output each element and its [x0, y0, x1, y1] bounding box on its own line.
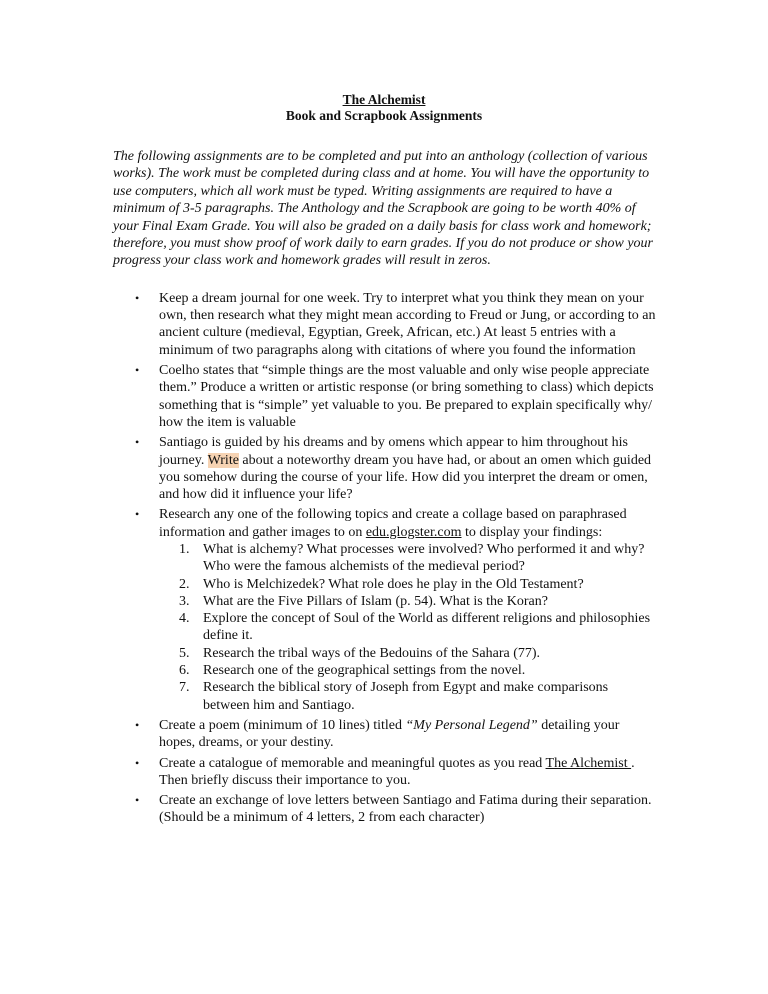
- topic-text: Who is Melchizedek? What role does he play in the Old Testament?: [203, 576, 584, 592]
- topic-number: 5.: [179, 645, 190, 661]
- topic-number: 4.: [179, 611, 190, 627]
- assignment-text: Create a poem (minimum of 10 lines) titled: [159, 717, 406, 733]
- title-block: [0, 92, 768, 124]
- assignment-item: [135, 755, 657, 790]
- poem-title: “My Personal Legend”: [405, 717, 538, 733]
- assignment-text: to display your findings:: [461, 524, 603, 540]
- topic-text: Research the biblical story of Joseph from Egypt and make comparisons between him and Santiago.: [203, 680, 609, 713]
- highlighted-word: Write: [207, 452, 239, 468]
- topic-item: [179, 662, 653, 679]
- bullet-icon: •: [135, 717, 140, 732]
- bullet-icon: •: [135, 793, 140, 808]
- assignment-text: Keep a dream journal for one week. Try to interpret what you think they mean on your own, then research what they might mean according to Freud or Jung, or according to an ancient culture (medieval, Egyptian, Greek, African, etc.) At least 5 entries with a minimum of two paragraphs along with citations of where you found the information: [159, 290, 656, 358]
- assignment-item: [135, 434, 657, 503]
- book-title: The Alchemist: [545, 755, 632, 771]
- topic-number: 2.: [179, 576, 190, 592]
- topic-number: 1.: [179, 542, 190, 557]
- assignment-item: [135, 792, 657, 827]
- assignment-item: [135, 717, 657, 752]
- assignment-text: Santiago is guided by his dreams and by omens which appear to him throughout his journey.: [159, 435, 628, 468]
- document-subtitle: Book and Scrapbook Assignments: [285, 108, 483, 123]
- topic-list: [159, 541, 657, 714]
- assignment-item: [135, 362, 657, 431]
- topic-text: Explore the concept of Soul of the World as different religions and philosophies define it.: [203, 611, 651, 644]
- topic-item: [179, 593, 653, 610]
- topic-number: 7.: [179, 680, 190, 696]
- document-title: The Alchemist: [342, 92, 426, 107]
- topic-text: What are the Five Pillars of Islam (p. 54). What is the Koran?: [203, 593, 548, 609]
- bullet-icon: •: [135, 435, 140, 450]
- assignment-text: Coelho states that “simple things are the most valuable and only wise people appreciate them.” Produce a written or artistic response (or bring something to class) which depicts something that is “simple” yet valuable to you. Be prepared to explain specifically why/ how the item is valuable: [159, 363, 654, 430]
- intro-paragraph: The following assignments are to be completed and put into an anthology (collection of various works). The work must be completed during class and at home. You will have the opportunity to use computers, which all work must be typed. Writing assignments are required to have a minimum of 3-5 paragraphs. The Anthology and the Scrapbook are going to be worth 40% of your Final Exam Grade. You will also be graded on a daily basis for class work and homework; therefore, you must show proof of work daily to earn grades. If you do not produce or show your progress your class work and homework grades will result in zeros.: [113, 149, 653, 269]
- assignment-list: [0, 290, 768, 827]
- bullet-icon: •: [135, 755, 140, 770]
- assignment-text: . Then briefly discuss their importance to you.: [159, 755, 635, 788]
- glogster-link[interactable]: edu.glogster.com: [365, 524, 462, 540]
- bullet-icon: •: [135, 290, 140, 305]
- assignment-item: [135, 290, 657, 359]
- assignment-text: Create an exchange of love letters between Santiago and Fatima during their separation. (Should be a minimum of 4 letters, 2 from each character): [159, 793, 652, 826]
- bullet-icon: •: [135, 363, 140, 378]
- topic-item: [179, 610, 653, 645]
- assignment-text: detailing your hopes, dreams, or your destiny.: [159, 717, 620, 751]
- topic-item: [179, 576, 653, 593]
- topic-number: 3.: [179, 593, 190, 609]
- topic-number: 6.: [179, 663, 190, 679]
- topic-text: Research one of the geographical settings from the novel.: [203, 663, 526, 679]
- topic-item: [179, 679, 653, 714]
- bullet-icon: •: [135, 507, 140, 522]
- topic-text: Research the tribal ways of the Bedouins of the Sahara (77).: [203, 645, 541, 661]
- assignment-text: Research any one of the following topics and create a collage based on paraphrased information and gather images to on: [159, 507, 627, 540]
- assignment-item: [135, 506, 657, 714]
- assignment-text: about a noteworthy dream you have had, or about an omen which guided you somehow during the course of your life. How did you interpret the dream or omen, and how did it influence your life?: [159, 452, 652, 503]
- assignment-text: Create a catalogue of memorable and meaningful quotes as you read: [159, 755, 546, 771]
- topic-item: [179, 541, 653, 576]
- topic-item: [179, 645, 653, 662]
- topic-text: What is alchemy? What processes were involved? Who performed it and why? Who were the famous alchemists of the medieval period?: [203, 542, 645, 575]
